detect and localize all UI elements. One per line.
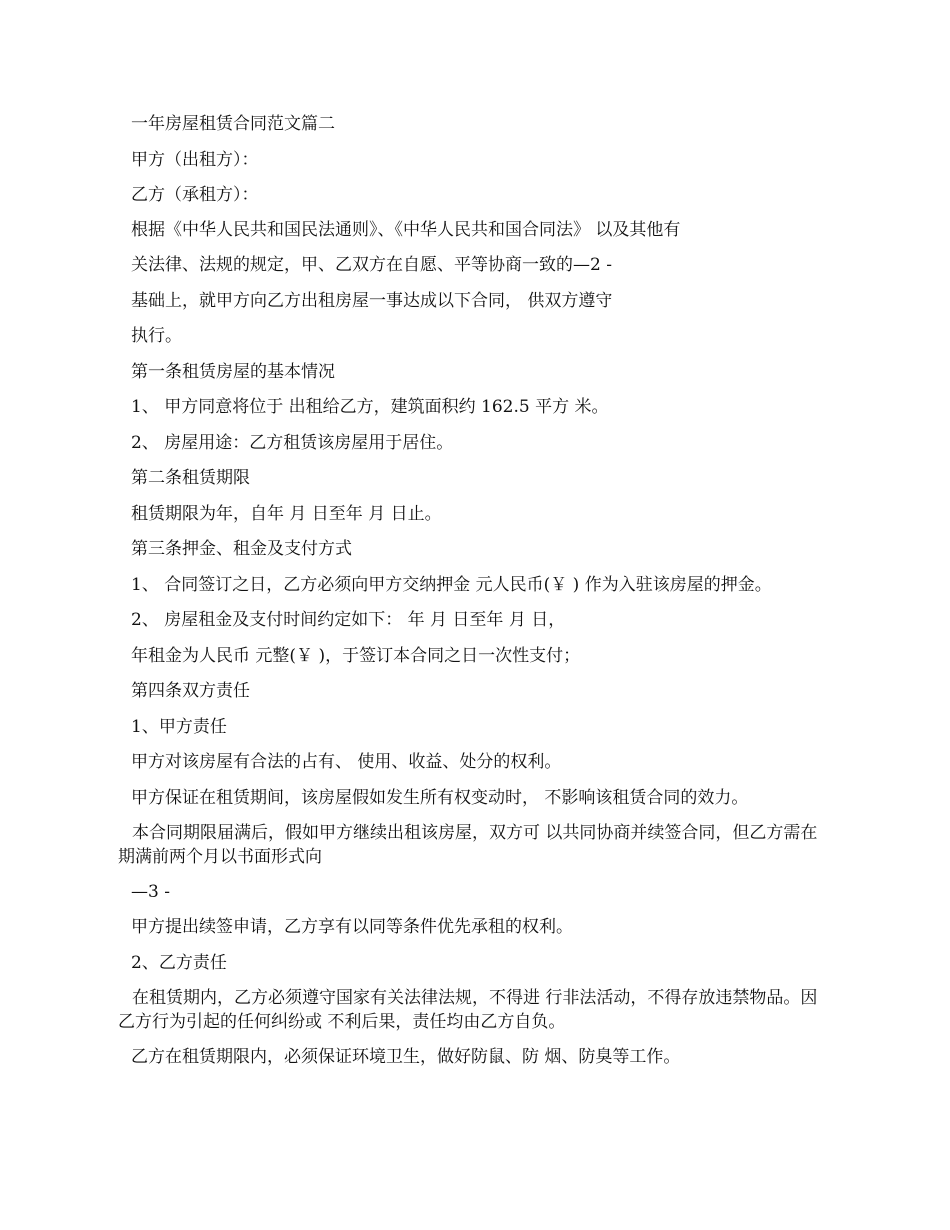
list-item: 1、 合同签订之日，乙方必须向甲方交纳押金 元人民币(￥ ) 作为入驻该房屋的押金。 [131,575,772,595]
list-item: 2、 房屋租金及支付时间约定如下： 年 月 日至年 月 日， [131,610,566,630]
article-heading: 第一条租赁房屋的基本情况 [131,362,335,382]
paragraph: 在租赁期内，乙方必须遵守国家有关法律法规，不得进 行非法活动，不得存放违禁物品。因乙方行为引起的任何纠纷或 不利后果，责任均由乙方自负。 [118,988,818,1032]
article-heading: 第四条双方责任 [131,681,250,701]
subsection-heading: 2、乙方责任 [131,953,227,973]
paragraph: 乙方在租赁期限内，必须保证环境卫生，做好防鼠、防 烟、防臭等工作。 [131,1047,681,1067]
paragraph: 甲方保证在租赁期间，该房屋假如发生所有权变动时， 不影响该租赁合同的效力。 [131,788,749,808]
paragraph: 基础上，就甲方向乙方出租房屋一事达成以下合同， 供双方遵守 [131,291,613,311]
paragraph: 关法律、法规的规定，甲、乙双方在自愿、平等协商一致的—2 - [131,255,612,275]
paragraph: 根据《中华人民共和国民法通则》、《中华人民共和国合同法》 以及其他有 [131,220,681,240]
document-title: 一年房屋租赁合同范文篇二 [131,114,335,134]
list-item: 2、 房屋用途：乙方租赁该房屋用于居住。 [131,433,454,453]
paragraph: 执行。 [131,326,182,346]
subsection-heading: 1、甲方责任 [131,717,227,737]
paragraph: 甲方对该房屋有合法的占有、 使用、收益、处分的权利。 [131,752,562,772]
paragraph: 本合同期限届满后，假如甲方继续出租该房屋，双方可 以共同协商并续签合同，但乙方需在期满前两个月以书面形式向 [118,823,818,867]
article-heading: 第二条租赁期限 [131,468,250,488]
page-number: —3 - [131,882,170,902]
list-item: 1、 甲方同意将位于 出租给乙方，建筑面积约 162.5 平方 米。 [131,397,609,417]
paragraph: 年租金为人民币 元整(￥ )，于签订本合同之日一次性支付； [131,646,581,666]
party-b-line: 乙方（承租方）： [131,185,259,205]
party-a-line: 甲方（出租方）： [131,150,259,170]
paragraph: 租赁期限为年，自年 月 日至年 月 日止。 [131,504,442,524]
paragraph: 甲方提出续签申请，乙方享有以同等条件优先承租的权利。 [131,917,573,937]
article-heading: 第三条押金、租金及支付方式 [131,539,352,559]
